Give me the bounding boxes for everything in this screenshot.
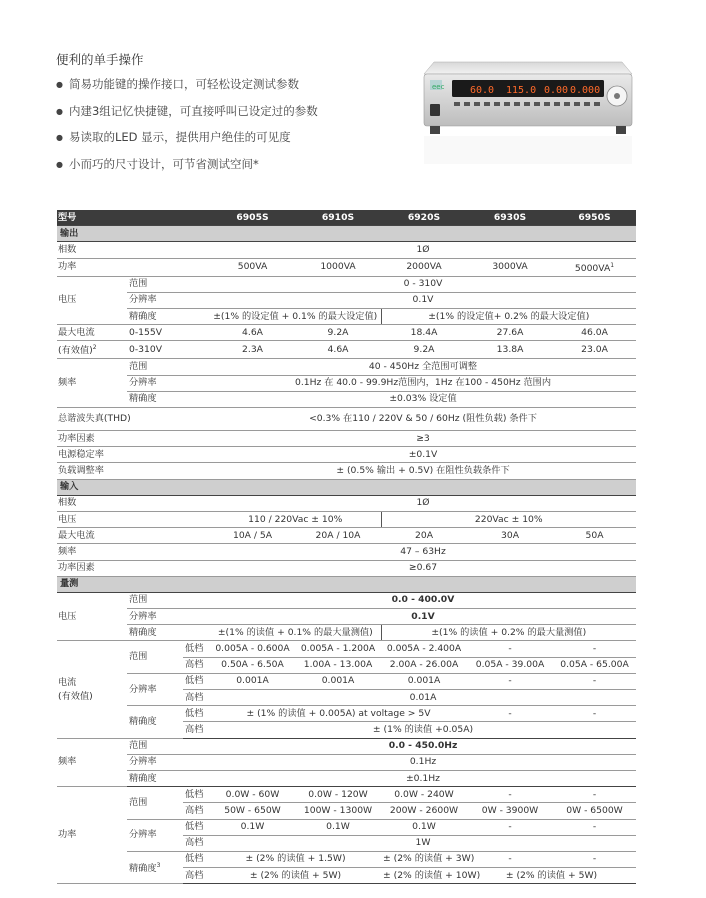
cell: -	[553, 851, 636, 867]
cell: -	[467, 787, 553, 803]
cell: ± (2% 的读值 + 10W)	[381, 868, 467, 884]
sub-label: 精确度	[127, 770, 210, 786]
cell: 1Ø	[210, 495, 636, 511]
cell: ±0.1Hz	[210, 770, 636, 786]
feature-item: ● 简易功能键的操作接口，可轻松设定测试参数	[56, 72, 318, 99]
row-label: 总谐波失真(THD)	[57, 408, 210, 431]
model-6950s: 6950S	[553, 210, 636, 226]
sub-label: 分辨率	[127, 375, 210, 391]
display-power: 0.000	[570, 85, 601, 96]
row-label: 最大电流	[57, 528, 210, 544]
display-current: 0.00	[544, 85, 569, 96]
cell: 20A / 10A	[295, 528, 381, 544]
range-high-label: 高档	[183, 657, 210, 673]
device-photo	[420, 56, 636, 168]
cell: 0W - 3900W	[467, 803, 553, 819]
cell: 0.0 - 400.0V	[210, 592, 636, 608]
feature-list	[56, 72, 318, 178]
cell: 0.005A - 0.600A	[210, 641, 295, 657]
cell: 0.1Hz	[210, 754, 636, 770]
cell: ± (1% 的读值 + 0.005A) at voltage > 5V	[210, 706, 467, 722]
cell: 0.005A - 1.200A	[295, 641, 381, 657]
cell: 2.3A	[210, 341, 295, 359]
cell: -	[467, 851, 553, 867]
section-measure: 量测	[57, 576, 636, 592]
range-high-label: 高档	[183, 868, 210, 884]
cell: 1W	[210, 835, 636, 851]
cell: 220Vac ± 10%	[381, 511, 636, 527]
range-high-label: 高档	[183, 835, 210, 851]
spec-table	[57, 210, 636, 884]
cell: 0.01A	[210, 690, 636, 706]
cell: 50W - 650W	[210, 803, 295, 819]
sub-label: 范围	[127, 738, 210, 754]
cell: 0.1W	[381, 819, 467, 835]
cell: 1000VA	[295, 258, 381, 276]
cell: 13.8A	[467, 341, 553, 359]
cell: ± (0.5% 输出 + 0.5V) 在阻性负载条件下	[210, 463, 636, 479]
feature-item: ● 易读取的LED 显示，提供用户绝佳的可见度	[56, 125, 318, 152]
cell: 9.2A	[381, 341, 467, 359]
row-label: 电源稳定率	[57, 447, 210, 463]
model-label: 型号	[57, 210, 210, 226]
sub-label: 分辨率	[127, 609, 210, 625]
cell: 3000VA	[467, 258, 553, 276]
sub-label: 范围	[127, 592, 210, 608]
table-header-row	[57, 210, 636, 226]
row-label: 频率	[57, 359, 127, 408]
row-label: 电压	[57, 592, 127, 641]
sub-label: 精确度	[127, 625, 210, 641]
cell: ≥0.67	[210, 560, 636, 576]
cell: ±(1% 的设定值 + 0.1% 的最大设定值)	[210, 309, 381, 325]
cell: -	[467, 819, 553, 835]
device-brand: eec	[432, 83, 445, 91]
row-label: 功率因素	[57, 560, 210, 576]
section-output: 输出	[57, 226, 636, 242]
cell: 0 - 310V	[210, 276, 636, 292]
row-label: (有效值)$^2$	[57, 341, 127, 359]
cell: 0W - 6500W	[553, 803, 636, 819]
range-low-label: 低档	[183, 787, 210, 803]
cell: 47 – 63Hz	[210, 544, 636, 560]
cell: 1.00A - 13.00A	[295, 657, 381, 673]
cell: ±(1% 的读值 + 0.2% 的最大量测值)	[381, 625, 636, 641]
cell: 0.001A	[295, 673, 381, 689]
cell: 46.0A	[553, 325, 636, 341]
cell: ± (2% 的读值 + 1.5W)	[210, 851, 381, 867]
range-high-label: 高档	[183, 803, 210, 819]
range-high-label: 高档	[183, 722, 210, 738]
cell: -	[467, 673, 553, 689]
display-frequency: 115.0	[506, 85, 537, 96]
cell: 4.6A	[210, 325, 295, 341]
cell: 50A	[553, 528, 636, 544]
sub-label: 范围	[127, 359, 210, 375]
range-low-label: 低档	[183, 706, 210, 722]
cell: ±(1% 的设定值+ 0.2% 的最大设定值)	[381, 309, 636, 325]
cell: 0.001A	[381, 673, 467, 689]
cell: 110 / 220Vac ± 10%	[210, 511, 381, 527]
cell: 0.1W	[295, 819, 381, 835]
cell: 0.1V	[210, 292, 636, 308]
cell: 20A	[381, 528, 467, 544]
cell: -	[553, 787, 636, 803]
range-low-label: 低档	[183, 673, 210, 689]
cell: 0.0W - 240W	[381, 787, 467, 803]
sub-label: 范围	[127, 276, 210, 292]
display-voltage: 60.0	[470, 85, 495, 96]
sub-label: 分辨率	[127, 673, 183, 705]
cell: 0.0W - 120W	[295, 787, 381, 803]
sub-label: 分辨率	[127, 754, 210, 770]
cell: -	[467, 706, 553, 722]
row-label: 功率	[57, 258, 210, 276]
cell: 40 - 450Hz 全范围可调整	[210, 359, 636, 375]
cell: 0.001A	[210, 673, 295, 689]
feature-item: ● 小而巧的尺寸设计，可节省测试空间*	[56, 152, 318, 179]
cell: 4.6A	[295, 341, 381, 359]
cell: 200W - 2600W	[381, 803, 467, 819]
sub-label: 精确度	[127, 309, 210, 325]
cell: 0.1Hz 在 40.0 - 99.9Hz范围内，1Hz 在100 - 450Hz 范围内	[210, 375, 636, 391]
sub-label: 精确度	[127, 391, 210, 407]
cell: 9.2A	[295, 325, 381, 341]
cell: <0.3% 在110 / 220V & 50 / 60Hz (阻性负载) 条件下	[210, 408, 636, 431]
cell: ±0.03% 设定值	[210, 391, 636, 407]
intro-title: 便利的单手操作	[56, 52, 144, 67]
cell: 0.0W - 60W	[210, 787, 295, 803]
row-label: 最大电流	[57, 325, 127, 341]
range-low-label: 低档	[183, 819, 210, 835]
cell: 23.0A	[553, 341, 636, 359]
cell: -	[553, 641, 636, 657]
row-label: 电压	[57, 276, 127, 325]
sub-label: 0-310V	[127, 341, 210, 359]
row-label: 功率	[57, 787, 127, 884]
cell: -	[467, 641, 553, 657]
range-high-label: 高档	[183, 690, 210, 706]
cell: 500VA	[210, 258, 295, 276]
cell: 0.05A - 39.00A	[467, 657, 553, 673]
range-low-label: 低档	[183, 851, 210, 867]
row-label: 电压	[57, 511, 210, 527]
sub-label: 分辨率	[127, 819, 183, 851]
cell: ± (2% 的读值 + 3W)	[381, 851, 467, 867]
feature-item: ● 内建3组记忆快捷键，可直接呼叫已设定过的参数	[56, 99, 318, 126]
cell: ≥3	[210, 431, 636, 447]
row-label: 相数	[57, 242, 210, 258]
row-label: 频率	[57, 544, 210, 560]
row-label: 电流 (有效值)	[57, 641, 127, 738]
cell: 100W - 1300W	[295, 803, 381, 819]
model-6920s: 6920S	[381, 210, 467, 226]
model-6930s: 6930S	[467, 210, 553, 226]
sub-label: 范围	[127, 787, 183, 819]
cell: ± (2% 的读值 + 5W)	[467, 868, 636, 884]
model-6905s: 6905S	[210, 210, 295, 226]
cell: 27.6A	[467, 325, 553, 341]
row-label: 负载调整率	[57, 463, 210, 479]
cell: 1Ø	[210, 242, 636, 258]
row-label: 相数	[57, 495, 210, 511]
cell: 0.50A - 6.50A	[210, 657, 295, 673]
sub-label: 范围	[127, 641, 183, 673]
cell: -	[553, 673, 636, 689]
sub-label: 分辨率	[127, 292, 210, 308]
cell: 2000VA	[381, 258, 467, 276]
cell: 0.05A - 65.00A	[553, 657, 636, 673]
cell: 10A / 5A	[210, 528, 295, 544]
cell: ± (1% 的读值 +0.05A)	[210, 722, 636, 738]
cell: $5000VA^1$	[553, 258, 636, 276]
cell: ±0.1V	[210, 447, 636, 463]
cell: 0.005A - 2.400A	[381, 641, 467, 657]
cell: -	[553, 819, 636, 835]
sub-label: 精确度	[127, 706, 183, 738]
cell: 0.0 - 450.0Hz	[210, 738, 636, 754]
cell: 0.1W	[210, 819, 295, 835]
cell: ±(1% 的读值 + 0.1% 的最大量测值)	[210, 625, 381, 641]
sub-label: 0-155V	[127, 325, 210, 341]
cell: 2.00A - 26.00A	[381, 657, 467, 673]
row-label: 频率	[57, 738, 127, 787]
section-input: 输入	[57, 479, 636, 495]
cell: -	[553, 706, 636, 722]
cell: ± (2% 的读值 + 5W)	[210, 868, 381, 884]
cell: 30A	[467, 528, 553, 544]
cell: 0.1V	[210, 609, 636, 625]
row-label: 功率因素	[57, 431, 210, 447]
sub-label: 精确度$^3$	[127, 851, 183, 883]
cell: 18.4A	[381, 325, 467, 341]
model-6910s: 6910S	[295, 210, 381, 226]
range-low-label: 低档	[183, 641, 210, 657]
